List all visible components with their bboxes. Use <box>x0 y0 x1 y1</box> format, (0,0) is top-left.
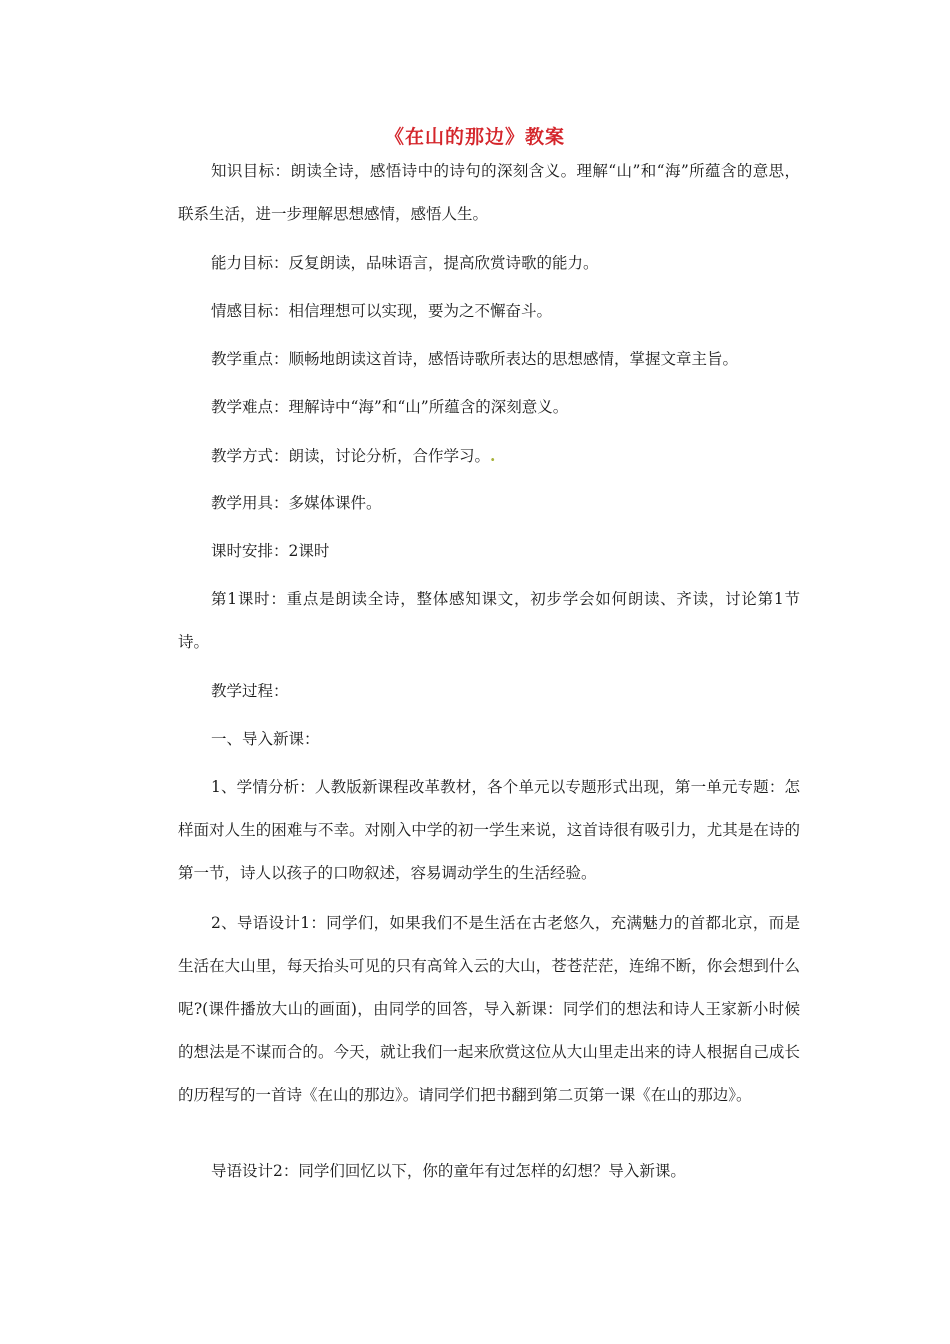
paragraph-method <box>178 434 800 478</box>
paragraph-difficulty: 教学难点：理解诗中“海”和“山”所蕴含的深刻意义。 <box>211 398 569 416</box>
paragraph-analysis: 1、学情分析：人教版新课程改革教材，各个单元以专题形式出现，第一单元专题：怎样面对人生的困难与不幸。对刚入中学的初一学生来说，这首诗很有吸引力，尤其是在诗的第一节，诗人以孩子的口吻叙述，容易调动学生的生活经验。 <box>178 778 800 882</box>
paragraph-lesson-one: 第1课时：重点是朗读全诗，整体感知课文，初步学会如何朗读、齐读，讨论第1节诗。 <box>178 590 800 651</box>
paragraph-key-point: 教学重点：顺畅地朗读这首诗，感悟诗歌所表达的思想感情，掌握文章主旨。 <box>211 350 739 368</box>
paragraph-ability-goal: 能力目标：反复朗读，品味语言，提高欣赏诗歌的能力。 <box>211 254 599 272</box>
paragraph-process-heading: 教学过程： <box>211 682 289 700</box>
marker-dot: . <box>490 446 496 465</box>
method-text: 教学方式：朗读，讨论分析，合作学习。 <box>211 447 491 465</box>
paragraph-emotion-goal: 情感目标：相信理想可以实现，要为之不懈奋斗。 <box>211 302 553 320</box>
paragraph-intro-design-2: 导语设计2：同学们回忆以下，你的童年有过怎样的幻想？导入新课。 <box>211 1162 686 1180</box>
paragraph-intro-design-1: 2、导语设计1：同学们，如果我们不是生活在古老悠久，充满魅力的首都北京，而是生活在大山里，每天抬头可见的只有高耸入云的大山，苍苍茫茫，连绵不断，你会想到什么呢?(课件播放大山的画面)，由同学的回答，导入新课：同学们的想法和诗人王家新小时候的想法是不谋而合的。今天，就让我们一起来欣赏这位从大山里走出来的诗人根据自己成长的历程写的一首诗《在山的那边》。请同学们把书翻到第二页第一课《在山的那边》。 <box>178 914 800 1104</box>
paragraph-knowledge-goal: 知识目标：朗读全诗，感悟诗中的诗句的深刻含义。理解“山”和“海”所蕴含的意思，联系生活，进一步理解思想感情，感悟人生。 <box>178 162 800 223</box>
document-title: 《在山的那边》教案 <box>384 126 565 148</box>
paragraph-section-one: 一、导入新课： <box>211 730 320 748</box>
paragraph-tools: 教学用具：多媒体课件。 <box>211 494 382 512</box>
paragraph-schedule: 课时安排：2课时 <box>211 542 330 560</box>
